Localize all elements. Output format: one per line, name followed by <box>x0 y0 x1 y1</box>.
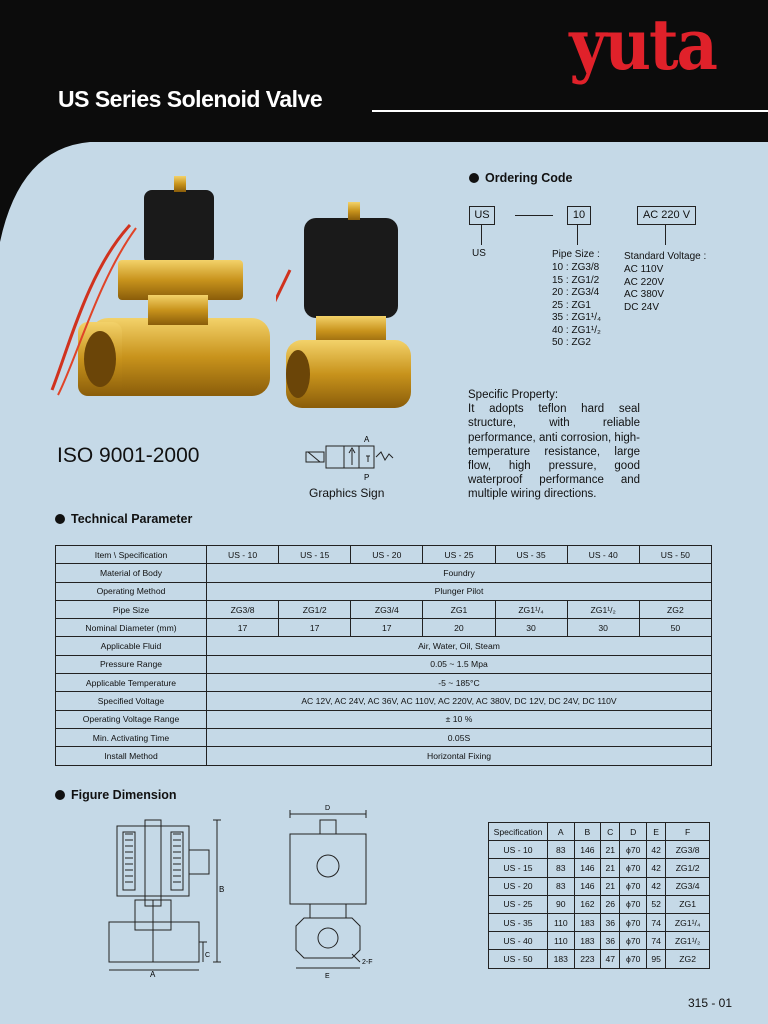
table-cell: ZG1¹/₂ <box>666 932 710 950</box>
table-cell: Specification <box>489 823 548 841</box>
table-cell: US - 50 <box>489 950 548 968</box>
table-cell: 83 <box>548 877 575 895</box>
table-row <box>489 877 710 895</box>
property-text: It adopts teflon hard seal structure, with reliable performance, anti corrosion, high-temperature resistance, large flow, high pressure, good waterproof performance and multiple wiring directions. <box>468 403 640 501</box>
table-cell: ZG3/4 <box>351 600 423 618</box>
table-row <box>489 932 710 950</box>
table-cell: 17 <box>351 619 423 637</box>
voltage-title: Standard Voltage : <box>624 251 707 262</box>
table-cell: 17 <box>279 619 351 637</box>
table-cell: Item \ Specification <box>56 546 207 564</box>
graphics-sign-label: Graphics Sign <box>309 486 385 500</box>
table-header-row <box>489 823 710 841</box>
pipe-size-item: 35 : ZG1¹/₄ <box>552 312 602 323</box>
table-cell: C <box>601 823 620 841</box>
table-cell: 0.05 ~ 1.5 Mpa <box>207 655 712 673</box>
table-cell: US - 40 <box>489 932 548 950</box>
table-cell: US - 35 <box>489 913 548 931</box>
table-cell: 50 <box>639 619 711 637</box>
table-cell: US - 10 <box>207 546 279 564</box>
table-row <box>489 895 710 913</box>
table-row <box>56 582 712 600</box>
title-rule <box>372 110 768 112</box>
technical-parameter-table <box>55 545 712 766</box>
pipe-size-item: 20 : ZG3/4 <box>552 287 600 298</box>
table-cell: 30 <box>567 619 639 637</box>
table-cell: 21 <box>601 841 620 859</box>
table-cell: ZG1¹/₄ <box>495 600 567 618</box>
table-cell: 90 <box>548 895 575 913</box>
voltage-leader <box>665 225 666 245</box>
table-cell: Air, Water, Oil, Steam <box>207 637 712 655</box>
table-cell: ϕ70 <box>620 877 647 895</box>
port-p-label: P <box>364 473 370 482</box>
voltage-item: DC 24V <box>624 301 660 313</box>
row-label: Install Method <box>56 747 207 765</box>
table-cell: A <box>548 823 575 841</box>
port-a-label: A <box>364 435 370 444</box>
dim-label-d: D <box>325 805 331 812</box>
table-cell: 83 <box>548 841 575 859</box>
dim-label-f: 2-F <box>362 959 373 966</box>
table-cell: 21 <box>601 859 620 877</box>
voltage-item: AC 380V <box>624 289 665 300</box>
table-row <box>56 692 712 710</box>
table-cell: E <box>647 823 666 841</box>
table-cell: ZG1/2 <box>666 859 710 877</box>
dimension-table <box>488 822 710 969</box>
row-label: Applicable Fluid <box>56 637 207 655</box>
table-cell: Plunger Pilot <box>207 582 712 600</box>
code-box-voltage: AC 220 V <box>637 206 696 225</box>
code-box-series: US <box>469 206 495 225</box>
iso-certification: ISO 9001-2000 <box>57 444 200 467</box>
table-row <box>56 674 712 692</box>
valve-small-image <box>276 200 416 415</box>
pipe-size-title: Pipe Size : <box>552 249 600 260</box>
table-cell: US - 15 <box>279 546 351 564</box>
table-cell: 110 <box>548 913 575 931</box>
dim-label-a: A <box>150 970 156 977</box>
page-title: US Series Solenoid Valve <box>58 86 323 112</box>
page-number: 315 - 01 <box>688 996 733 1010</box>
table-cell: US - 35 <box>495 546 567 564</box>
table-cell: US - 25 <box>489 895 548 913</box>
table-cell: 162 <box>574 895 601 913</box>
voltage-list <box>624 264 664 314</box>
pipe-size-item: 15 : ZG1/2 <box>552 274 600 286</box>
table-cell: ZG1¹/₄ <box>666 913 710 931</box>
table-cell: 20 <box>423 619 495 637</box>
table-cell: -5 ~ 185°C <box>207 674 712 692</box>
table-cell: US - 20 <box>351 546 423 564</box>
table-cell: ZG1/2 <box>279 600 351 618</box>
row-label: Min. Activating Time <box>56 728 207 746</box>
bullet-icon <box>55 790 65 800</box>
table-row <box>56 637 712 655</box>
bullet-icon <box>55 514 65 524</box>
pipe-size-item: 40 : ZG1¹/₂ <box>552 324 601 336</box>
voltage-item: AC 220V <box>624 276 665 288</box>
table-row <box>489 841 710 859</box>
technical-heading: Technical Parameter <box>55 512 192 526</box>
table-cell: 74 <box>647 913 666 931</box>
table-cell: US - 10 <box>489 841 548 859</box>
table-cell: ZG2 <box>639 600 711 618</box>
table-cell: B <box>574 823 601 841</box>
table-cell: 223 <box>574 950 601 968</box>
table-cell: 74 <box>647 932 666 950</box>
table-row <box>56 619 712 637</box>
dim-label-c: C <box>205 952 211 959</box>
valve-large-image <box>48 170 288 415</box>
table-cell: 83 <box>548 859 575 877</box>
table-cell: ZG1 <box>666 895 710 913</box>
table-cell: D <box>620 823 647 841</box>
table-cell: ϕ70 <box>620 859 647 877</box>
table-cell: 47 <box>601 950 620 968</box>
row-label: Applicable Temperature <box>56 674 207 692</box>
table-cell: 17 <box>207 619 279 637</box>
table-cell: ϕ70 <box>620 895 647 913</box>
code-box-size: 10 <box>567 206 591 225</box>
table-cell: ZG1 <box>423 600 495 618</box>
table-cell: 183 <box>548 950 575 968</box>
table-cell: 110 <box>548 932 575 950</box>
table-cell: Foundry <box>207 564 712 582</box>
brand-logo: yuta <box>569 4 716 87</box>
specific-property <box>468 388 640 502</box>
pipe-size-item: 10 : ZG3/8 <box>552 262 600 273</box>
pipe-size-list <box>552 262 601 350</box>
table-cell: ϕ70 <box>620 841 647 859</box>
table-cell: ZG3/8 <box>666 841 710 859</box>
table-cell: US - 20 <box>489 877 548 895</box>
row-label: Material of Body <box>56 564 207 582</box>
dim-label-e: E <box>325 973 330 980</box>
table-cell: 183 <box>574 913 601 931</box>
table-row <box>489 913 710 931</box>
row-label: Operating Method <box>56 582 207 600</box>
figure-heading: Figure Dimension <box>55 788 177 802</box>
table-cell: AC 12V, AC 24V, AC 36V, AC 110V, AC 220V, AC 380V, DC 12V, DC 24V, DC 110V <box>207 692 712 710</box>
ordering-heading: Ordering Code <box>469 171 573 185</box>
table-cell: ZG3/8 <box>207 600 279 618</box>
table-cell: 36 <box>601 932 620 950</box>
table-cell: ± 10 % <box>207 710 712 728</box>
table-cell: F <box>666 823 710 841</box>
table-cell: ϕ70 <box>620 932 647 950</box>
table-cell: ZG2 <box>666 950 710 968</box>
row-label: Operating Voltage Range <box>56 710 207 728</box>
table-cell: US - 40 <box>567 546 639 564</box>
table-cell: 183 <box>574 932 601 950</box>
series-label: US <box>472 248 486 259</box>
row-label: Nominal Diameter (mm) <box>56 619 207 637</box>
table-cell: 146 <box>574 859 601 877</box>
table-cell: Horizontal Fixing <box>207 747 712 765</box>
row-label: Pressure Range <box>56 655 207 673</box>
table-cell: US - 25 <box>423 546 495 564</box>
table-cell: ZG3/4 <box>666 877 710 895</box>
row-label: Pipe Size <box>56 600 207 618</box>
table-header-row <box>56 546 712 564</box>
table-cell: 146 <box>574 877 601 895</box>
series-leader <box>481 225 482 245</box>
table-cell: ϕ70 <box>620 950 647 968</box>
dim-label-b: B <box>219 885 225 894</box>
table-row <box>56 710 712 728</box>
table-cell: 26 <box>601 895 620 913</box>
table-cell: 21 <box>601 877 620 895</box>
graphics-sign-symbol <box>300 432 400 482</box>
voltage-item: AC 110V <box>624 264 664 275</box>
table-row <box>56 600 712 618</box>
pipe-size-item: 25 : ZG1 <box>552 299 591 311</box>
table-row <box>56 728 712 746</box>
section-view-drawing <box>95 812 235 977</box>
table-cell: US - 15 <box>489 859 548 877</box>
table-row <box>56 655 712 673</box>
table-cell: US - 50 <box>639 546 711 564</box>
table-cell: 42 <box>647 877 666 895</box>
table-row <box>56 564 712 582</box>
table-cell: 42 <box>647 841 666 859</box>
size-leader <box>577 225 578 245</box>
row-label: Specified Voltage <box>56 692 207 710</box>
pipe-size-item: 50 : ZG2 <box>552 337 591 348</box>
table-row <box>56 747 712 765</box>
property-title: Specific Property: <box>468 389 559 401</box>
table-row <box>489 859 710 877</box>
table-cell: 0.05S <box>207 728 712 746</box>
table-cell: ZG1¹/₂ <box>567 600 639 618</box>
table-cell: 36 <box>601 913 620 931</box>
table-cell: ϕ70 <box>620 913 647 931</box>
top-view-drawing <box>280 802 380 982</box>
table-cell: 30 <box>495 619 567 637</box>
bullet-icon <box>469 173 479 183</box>
table-cell: 95 <box>647 950 666 968</box>
table-row <box>489 950 710 968</box>
table-cell: 52 <box>647 895 666 913</box>
table-cell: 146 <box>574 841 601 859</box>
table-cell: 42 <box>647 859 666 877</box>
code-dash <box>515 215 553 216</box>
